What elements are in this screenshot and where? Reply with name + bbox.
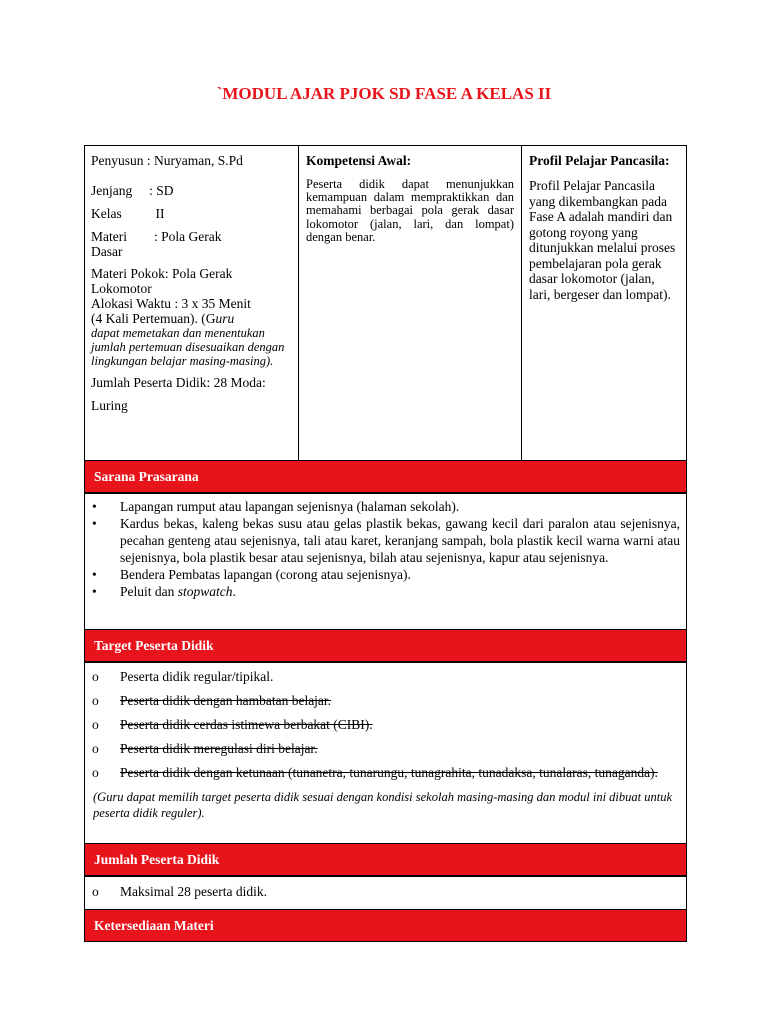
alokasi-note: dapat memetakan dan menentukan jumlah pertemuan disesuaikan dengan lingkungan belajar masing-masing). — [91, 326, 285, 368]
alokasi-waktu: Alokasi Waktu : 3 x 35 Menit — [91, 296, 251, 311]
profil-body: Profil Pelajar Pancasila yang dikembangkan pada Fase A adalah mandiri dan gotong royong yang ditunjukkan melalui proses pembelajaran pola gerak dasar lokomotor (jalan, lari, bergeser dan lompat). — [529, 178, 676, 302]
list-item: o Maksimal 28 peserta didik. — [92, 884, 267, 899]
materi-cont: Dasar — [91, 244, 123, 259]
list-item: o Peserta didik dengan ketunaan (tunanetra, tunarungu, tunagrahita, tunadaksa, tunalaras, tunaganda). — [92, 765, 658, 780]
kompetensi-heading: Kompetensi Awal: — [306, 153, 412, 168]
jumlah-section — [84, 876, 687, 910]
moda-luring: Luring — [91, 398, 128, 413]
alokasi-waktu-cont: (4 Kali Pertemuan). (Guru — [91, 311, 235, 326]
jumlah-heading: Jumlah Peserta Didik — [84, 843, 687, 876]
profil-column — [521, 145, 687, 461]
target-list — [85, 669, 686, 780]
list-item: o Peserta didik dengan hambatan belajar. — [92, 693, 332, 708]
jumlah-peserta: Jumlah Peserta Didik: 28 Moda: — [91, 375, 266, 390]
target-note: (Guru dapat memilih target peserta didik sesuai dengan kondisi sekolah masing-masing dan modul ini dibuat untuk peserta didik reguler). — [93, 790, 673, 820]
info-column — [84, 145, 299, 461]
target-section — [84, 662, 687, 844]
jumlah-list — [85, 884, 686, 900]
document-title: `MODUL AJAR PJOK SD FASE A KELAS II — [216, 84, 552, 103]
materi: Materi : Pola Gerak — [91, 229, 222, 244]
sarana-list — [85, 498, 686, 600]
kelas: Kelas II — [91, 206, 165, 221]
materi-pokok: Materi Pokok: Pola Gerak — [91, 266, 233, 281]
list-item: • Kardus bekas, kaleng bekas susu atau gelas plastik bekas, gawang kecil dari paralon atau sejenisnya, pecahan genteng atau sejenisnya, tali atau karet, keranjang sampah, bola plastik kecil warna warni atau sejenisnya, bola plastik besar atau sejenisnya, bilah atau sejenisnya, kapur atau sejenisnya. — [92, 516, 680, 565]
penyusun: Penyusun : Nuryaman, S.Pd — [91, 153, 243, 168]
materi-pokok-cont: Lokomotor — [91, 281, 152, 296]
list-item: o Peserta didik cerdas istimewa berbakat (CIBI). — [92, 717, 373, 732]
target-heading: Target Peserta Didik — [84, 629, 687, 662]
list-item: o Peserta didik regular/tipikal. — [92, 669, 274, 684]
jenjang: Jenjang : SD — [91, 183, 174, 198]
list-item: o Peserta didik meregulasi diri belajar. — [92, 741, 318, 756]
kompetensi-column — [298, 145, 522, 461]
ketersediaan-heading: Ketersediaan Materi — [84, 909, 687, 942]
list-item: • Lapangan rumput atau lapangan sejenisnya (halaman sekolah). — [92, 499, 460, 514]
kompetensi-body: Peserta didik dapat menunjukkan kemampuan dalam mempraktikkan dan memahami berbagai pola gerak dasar lokomotor (jalan, lari, dan lompat) dengan benar. — [306, 177, 514, 244]
sarana-section — [84, 493, 687, 630]
profil-heading: Profil Pelajar Pancasila: — [529, 153, 670, 168]
sarana-heading: Sarana Prasarana — [84, 460, 687, 493]
list-item: • Peluit dan stopwatch. — [92, 584, 236, 599]
list-item: • Bendera Pembatas lapangan (corong atau sejenisnya). — [92, 567, 411, 582]
